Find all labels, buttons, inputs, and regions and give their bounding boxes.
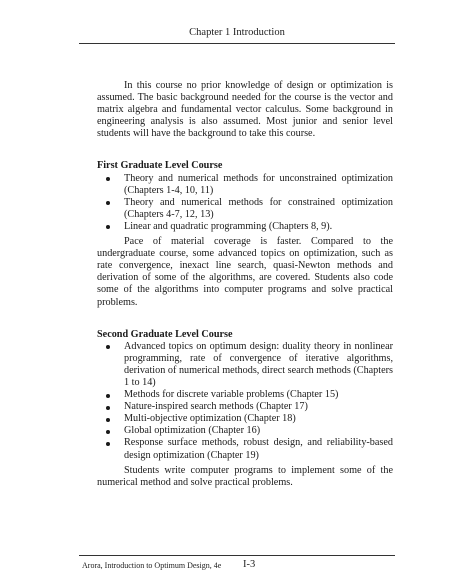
second-course-paragraph: Students write computer programs to implement some of the numerical method and solve practical problems. [97,464,393,488]
first-course-paragraph: Pace of material coverage is faster. Compared to the undergraduate course, some advanced topics on optimization, such as rate convergence, inexact line search, quasi-Newton methods and derivation of some of the algorithms, are covered. Students also code some of the algorithms into computer programs and solve practical problems. [97,236,393,308]
bullet-icon [106,442,110,446]
page-content [97,80,393,489]
list-item: Theory and numerical methods for unconstrained optimization (Chapters 1-4, 10, 11) [97,173,393,197]
footer-book-title: Arora, Introduction to Optimum Design, 4e [82,561,222,570]
bullet-icon [106,418,110,422]
list-item: Global optimization (Chapter 16) [97,425,393,437]
bullet-icon [106,177,110,181]
bullet-icon [106,201,110,205]
bullet-icon [106,225,110,229]
bullet-icon [106,406,110,410]
list-item: Theory and numerical methods for constrained optimization (Chapters 4-7, 12, 13) [97,197,393,221]
page-number: I-3 [243,559,256,570]
bullet-icon [106,430,110,434]
bullet-icon [106,345,110,349]
section-heading-first-course: First Graduate Level Course [97,160,223,172]
header-divider [79,43,395,44]
footer-divider [79,555,395,556]
page-header: Chapter 1 Introduction [189,27,285,38]
list-item: Methods for discrete variable problems (Chapter 15) [97,389,393,401]
second-course-topic-list [97,341,393,462]
first-course-topic-list [97,173,393,233]
list-item: Multi-objective optimization (Chapter 18) [97,413,393,425]
list-item: Response surface methods, robust design, and reliability-based design optimization (Chapter 19) [97,437,393,461]
list-item: Linear and quadratic programming (Chapters 8, 9). [97,221,393,233]
list-item: Nature-inspired search methods (Chapter 17) [97,401,393,413]
list-item: Advanced topics on optimum design: duality theory in nonlinear programming, rate of convergence of iterative algorithms, derivation of numerical methods, direct search methods (Chapters 1 to 14) [97,341,393,389]
bullet-icon [106,394,110,398]
intro-paragraph: In this course no prior knowledge of design or optimization is assumed. The basic background needed for the course is the vector and matrix algebra and fundamental vector calculus. Some background in engineering analysis is also assumed. Most junior and senior level students will have the background to take this course. [97,80,393,140]
section-heading-second-course: Second Graduate Level Course [97,328,233,340]
